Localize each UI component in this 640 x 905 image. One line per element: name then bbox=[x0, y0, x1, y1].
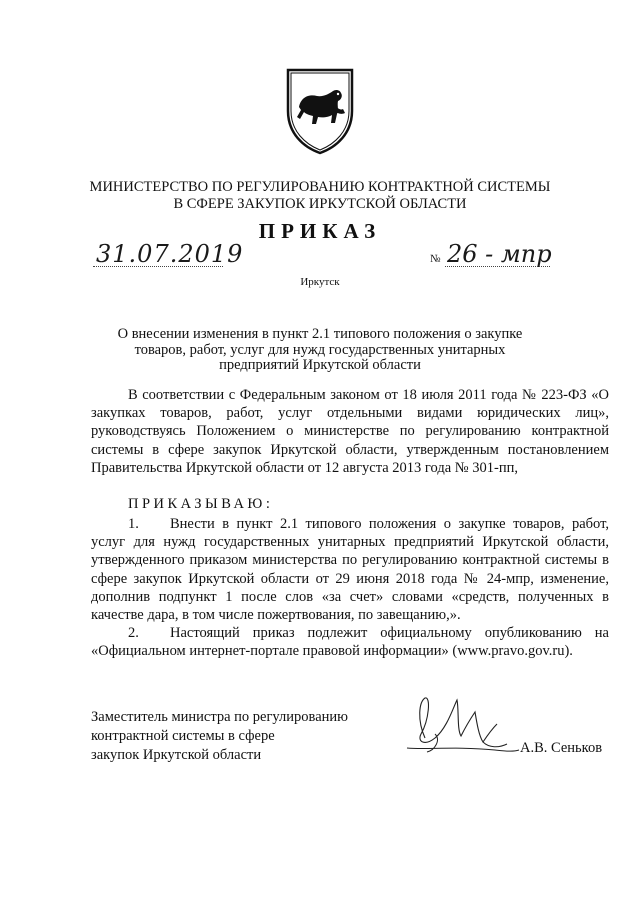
position-line: Заместитель министра по регулированию bbox=[91, 709, 348, 725]
date-underline bbox=[93, 266, 223, 267]
document-title: ПРИКАЗ bbox=[258, 219, 382, 243]
position-line: контрактной системы в сфере bbox=[91, 728, 275, 744]
signatory-position bbox=[91, 708, 391, 765]
number-label: № bbox=[430, 253, 441, 265]
item-number: 2. bbox=[128, 625, 139, 641]
ministry-name-line2: В СФЕРЕ ЗАКУПОК ИРКУТСКОЙ ОБЛАСТИ bbox=[173, 196, 467, 212]
signatory-name: А.В. Сеньков bbox=[520, 740, 603, 756]
ministry-name-line1: МИНИСТЕРСТВО ПО РЕГУЛИРОВАНИЮ КОНТРАКТНОЙ СИСТЕМЫ bbox=[89, 179, 551, 195]
item-text: Внести в пункт 2.1 типового положения о закупке товаров, работ, услуг для нужд государственных унитарных предприятий Иркутской области, утвержденного приказом министерства по регулированию контрактной системы в сфере закупок Иркутской области от 29 июня 2018 года № 24-мпр, изменение, дополнив подпункт 1 после слов «за счет» словами «средств, полученных в качестве дара, в том числе пожертвования, по завещанию,». bbox=[91, 516, 609, 624]
document-subject: О внесении изменения в пункт 2.1 типового положения о закупке товаров, работ, услуг для нужд государственных унитарных предприятий Иркутской области bbox=[117, 326, 523, 373]
document-date: 31.07.2019 bbox=[96, 240, 244, 268]
order-item-1 bbox=[91, 515, 609, 624]
number-underline bbox=[445, 266, 550, 267]
coat-of-arms-icon bbox=[285, 67, 355, 155]
signature-icon bbox=[395, 690, 530, 770]
order-word: ПРИКАЗЫВАЮ: bbox=[128, 496, 274, 512]
order-item-2 bbox=[91, 624, 609, 660]
document-number: 26 - мпр bbox=[447, 240, 552, 268]
position-line: закупок Иркутской области bbox=[91, 747, 262, 763]
preamble-paragraph: В соответствии с Федеральным законом от 18 июля 2011 года № 223-ФЗ «О закупках товаров, работ, услуг отдельными видами юридических лиц», руководствуясь Положением о министерстве по регулированию контрактной системы в сфере закупок Иркутской области, утвержденным постановлением Правительства Иркутской области от 12 августа 2013 года № 301-пп, bbox=[91, 387, 609, 476]
item-text: Настоящий приказ подлежит официальному опубликованию на «Официальном интернет-портале правовой информации» (www.pravo.gov.ru). bbox=[91, 625, 609, 660]
city: Иркутск bbox=[300, 276, 340, 288]
item-number: 1. bbox=[128, 516, 139, 532]
